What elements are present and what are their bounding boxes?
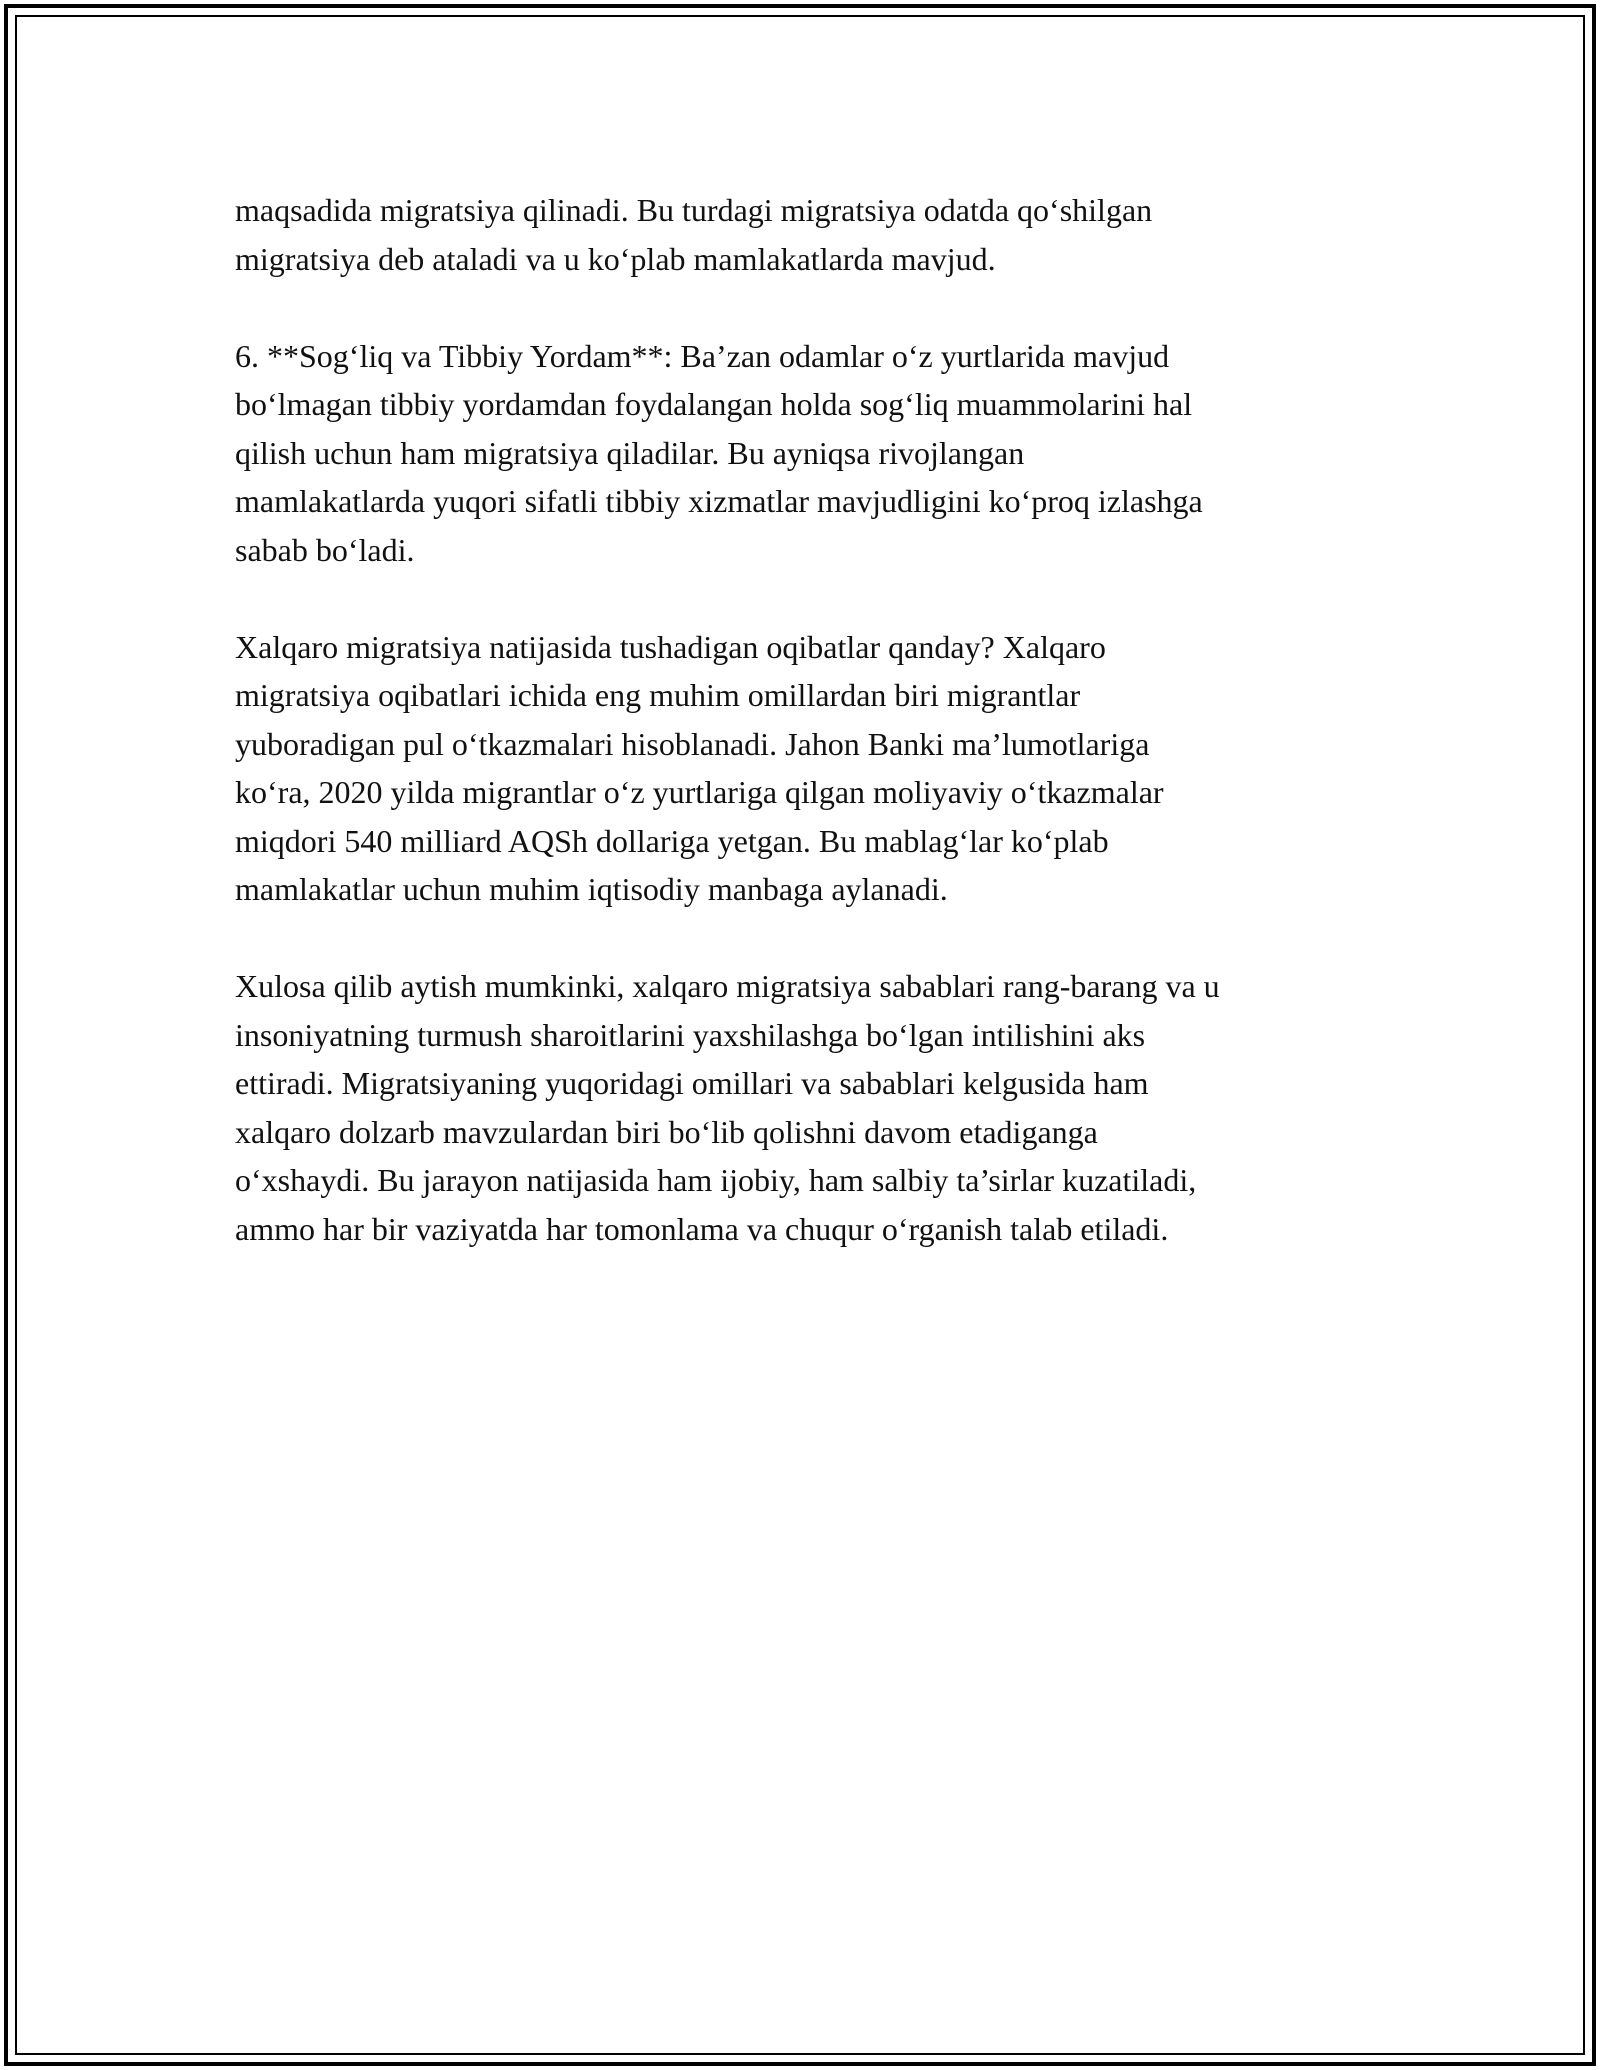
text-line: mamlakatlar uchun muhim iqtisodiy manbaga aylanadi. [235,871,948,907]
paragraph-1 [235,186,1385,283]
text-line: yuboradigan pul o‘tkazmalari hisoblanadi. Jahon Banki ma’lumotlariga [235,725,1150,762]
text-line: mamlakatlarda yuqori sifatli tibbiy xizmatlar mavjudligini ko‘proq izlashga [235,483,1203,519]
text-line: miqdori 540 milliard AQSh dollariga yetgan. Bu mablag‘lar ko‘plab [235,822,1109,859]
text-line: ammo har bir vaziyatda har tomonlama va chuqur o‘rganish talab etiladi. [235,1210,1169,1247]
text-line: bo‘lmagan tibbiy yordamdan foydalangan holda sog‘liq muammolarini hal [235,386,1193,422]
text-line: o‘xshaydi. Bu jarayon natijasida ham ijobiy, ham salbiy ta’sirlar kuzatiladi, [235,1162,1197,1198]
text-line: qilish uchun ham migratsiya qiladilar. Bu ayniqsa rivojlangan [235,434,1025,471]
text-line: migratsiya deb ataladi va u ko‘plab mamlakatlarda mavjud. [235,240,996,277]
text-line: maqsadida migratsiya qilinadi. Bu turdagi migratsiya odatda qo‘shilgan [235,192,1153,228]
text-line: 6. **Sog‘liq va Tibbiy Yordam**: Ba’zan odamlar o‘z yurtlarida mavjud [235,337,1170,374]
text-line: sabab bo‘ladi. [235,531,415,568]
paragraph-3 [235,623,1385,914]
text-line: Xulosa qilib aytish mumkinki, xalqaro migratsiya sabablari rang-barang va u [235,968,1220,1004]
text-line: ettiradi. Migratsiyaning yuqoridagi omillari va sabablari kelgusida ham [235,1065,1149,1101]
paragraph-2 [235,332,1385,575]
text-line: insoniyatning turmush sharoitlarini yaxshilashga bo‘lgan intilishini aks [235,1016,1146,1053]
text-line: ko‘ra, 2020 yilda migrantlar o‘z yurtlariga qilgan moliyaviy o‘tkazmalar [235,774,1164,810]
text-line: migratsiya oqibatlari ichida eng muhim omillardan biri migrantlar [235,677,1081,713]
document-body [235,186,1385,1302]
paragraph-4 [235,962,1385,1253]
text-line: xalqaro dolzarb mavzulardan biri bo‘lib qolishni davom etadiganga [235,1113,1098,1150]
text-line: Xalqaro migratsiya natijasida tushadigan oqibatlar qanday? Xalqaro [235,628,1106,665]
